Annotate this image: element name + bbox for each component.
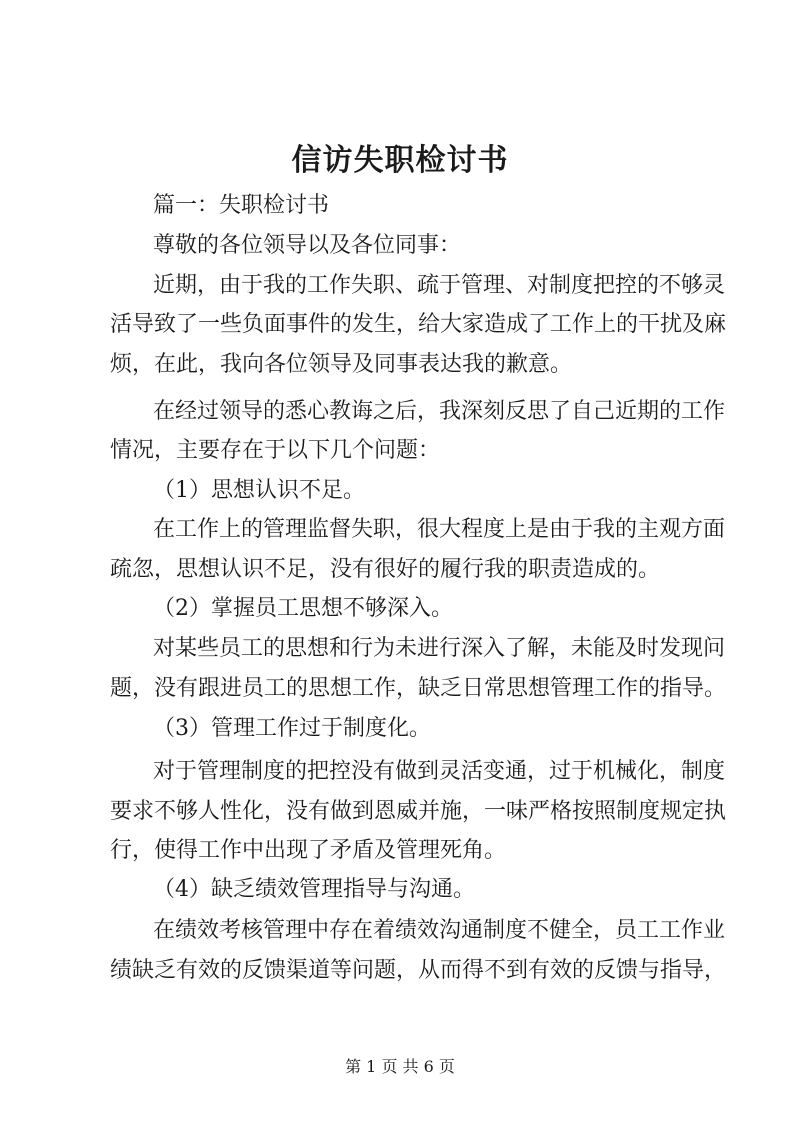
body-line: 活导致了一些负面事件的发生，给大家造成了工作上的干扰及麻 <box>110 312 727 337</box>
section-heading: 篇一：失职检讨书 <box>153 193 330 218</box>
list-heading: （2）掌握员工思想不够深入。 <box>153 596 453 621</box>
body-line: 行，使得工作中出现了矛盾及管理死角。 <box>110 838 507 863</box>
body-line: 要求不够人性化，没有做到恩威并施，一味严格按照制度规定执 <box>110 799 727 824</box>
list-heading: （3）管理工作过于制度化。 <box>153 716 431 741</box>
body-line: 题，没有跟进员工的思想工作，缺乏日常思想管理工作的指导。 <box>110 676 727 701</box>
body-line: 疏忽，思想认识不足，没有很好的履行我的职责造成的。 <box>110 557 661 582</box>
list-heading: （4）缺乏绩效管理指导与沟通。 <box>153 877 475 902</box>
document-title: 信访失职检讨书 <box>291 143 509 178</box>
page-number: 第 1 页 共 6 页 <box>345 1057 455 1076</box>
body-line: 对某些员工的思想和行为未进行深入了解，未能及时发现问 <box>153 636 726 661</box>
salutation: 尊敬的各位领导以及各位同事： <box>153 233 462 258</box>
body-line: 情况，主要存在于以下几个问题： <box>110 438 441 463</box>
body-line: 在经过领导的悉心教诲之后，我深刻反思了自己近期的工作 <box>153 399 726 424</box>
list-heading: （1）思想认识不足。 <box>153 478 365 503</box>
body-line: 在工作上的管理监督失职，很大程度上是由于我的主观方面 <box>153 517 726 542</box>
body-line: 近期，由于我的工作失职、疏于管理、对制度把控的不够灵 <box>153 273 726 298</box>
body-line: 对于管理制度的把控没有做到灵活变通，过于机械化，制度 <box>153 759 726 784</box>
body-line: 烦，在此，我向各位领导及同事表达我的歉意。 <box>110 352 573 377</box>
body-line: 在绩效考核管理中存在着绩效沟通制度不健全，员工工作业 <box>153 918 726 943</box>
body-line: 绩缺乏有效的反馈渠道等问题，从而得不到有效的反馈与指导， <box>110 958 727 983</box>
